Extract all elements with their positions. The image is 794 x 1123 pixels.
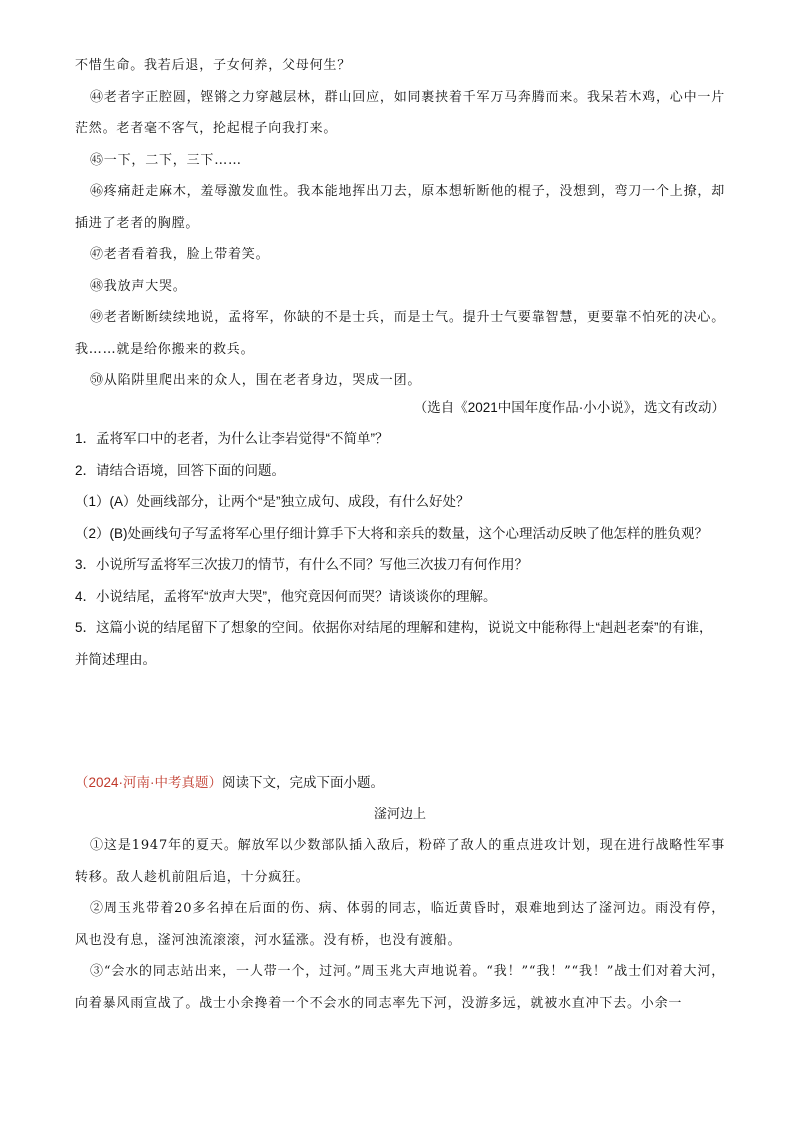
question-item: 5．这篇小说的结尾留下了想象的空间。依据你对结尾的理解和建构，说说文中能称得上“赳赳老秦”的有谁，并简述理由。: [75, 620, 713, 667]
story-paragraph: ㊼老者看着我，脸上带着笑。: [90, 247, 270, 262]
story-paragraph: ②周玉兆带着20多名掉在后面的伤、病、体弱的同志，临近黄昏时，艰难地到达了滏河边。雨没有停，风也没有息，滏河浊流滚滚，河水猛涨。没有桥，也没有渡船。: [75, 901, 725, 948]
question-item: 4．小说结尾，孟将军“放声大哭”，他究竟因何而哭？请谈谈你的理解。: [75, 588, 497, 604]
story-section-2: [75, 830, 725, 1019]
exam-source-label: （2024·河南·中考真题）: [75, 775, 223, 790]
story-paragraph: 不惜生命。我若后退，子女何养，父母何生？: [75, 58, 352, 73]
story-paragraph: ①这是1947年的夏天。解放军以少数部队插入敌后，粉碎了敌人的重点进攻计划，现在进行战略性军事转移。敌人趁机前阻后追，十分疯狂。: [75, 838, 725, 885]
source-citation: （选自《2021中国年度作品·小小说》，选文有改动）: [413, 400, 725, 415]
story-title: 滏河边上: [373, 807, 426, 822]
question-item: 1．孟将军口中的老者，为什么让李岩觉得“不简单”？: [75, 431, 389, 446]
story-section-1: [75, 50, 725, 397]
reading-instruction: 阅读下文，完成下面小题。: [222, 775, 385, 790]
story-paragraph: ㊿从陷阱里爬出来的众人，围在老者身边，哭成一团。: [90, 373, 422, 388]
question-item: （1）(A）处画线部分，让两个“是”独立成句、成段，有什么好处？: [75, 494, 470, 509]
story-paragraph: ③“会水的同志站出来，一人带一个，过河。”周玉兆大声地说着。“我！”“我！”“我！”战士们对着大河，向着暴风雨宣战了。战士小余搀着一个不会水的同志率先下河，没游多远，就被水直冲下去。小余一: [75, 964, 725, 1011]
story-paragraph: ㊻疼痛赶走麻木，羞辱激发血性。我本能地挥出刀去，原本想斩断他的棍子，没想到，弯刀一个上撩，却插进了老者的胸膛。: [75, 184, 725, 231]
story-paragraph: ㊾老者断断续续地说，孟将军，你缺的不是士兵，而是士气。提升士气要靠智慧，更要靠不怕死的决心。我……就是给你搬来的救兵。: [75, 310, 725, 357]
question-list: [75, 423, 725, 675]
story-paragraph: ㊺一下，二下，三下……: [90, 152, 242, 168]
question-item: 3．小说所写孟将军三次拔刀的情节，有什么不同？写他三次拔刀有何作用？: [75, 557, 529, 572]
section-2-header: [75, 767, 725, 799]
story-paragraph: ㊹老者字正腔圆，铿锵之力穿越层林，群山回应，如同裹挟着千军万马奔腾而来。我呆若木鸡，心中一片茫然。老者毫不客气，抡起棍子向我打来。: [75, 89, 725, 136]
question-item: 2．请结合语境，回答下面的问题。: [75, 462, 286, 478]
question-item: （2）(B)处画线句子写孟将军心里仔细计算手下大将和亲兵的数量，这个心理活动反映了他怎样的胜负观？: [75, 525, 709, 541]
story-paragraph: ㊽我放声大哭。: [90, 278, 187, 294]
